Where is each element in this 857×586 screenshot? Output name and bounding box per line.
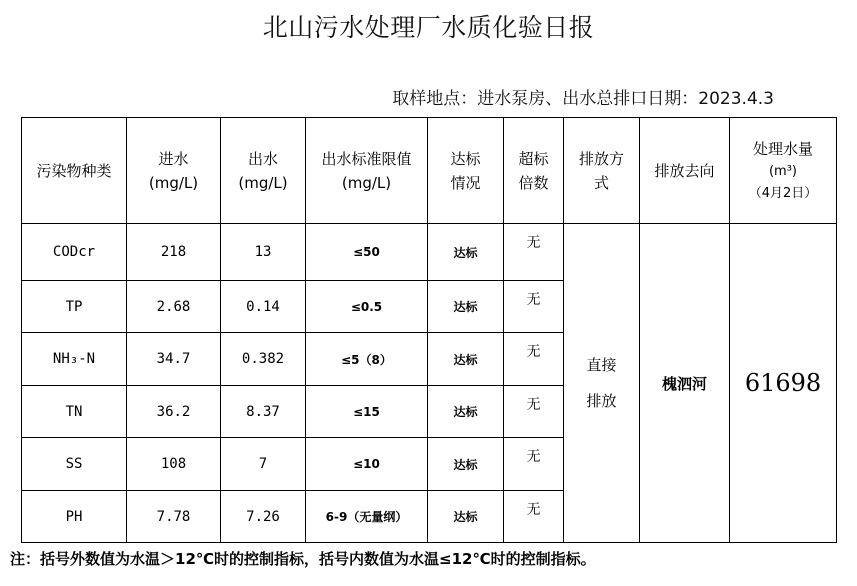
discharge-method-cell: 直接 排放 [564, 224, 640, 543]
effluent-cell: 0.382 [221, 333, 306, 386]
status-cell: 达标 [428, 386, 504, 438]
limit-cell: ≤10 [306, 438, 428, 491]
discharge-destination-cell: 槐泗河 [640, 224, 730, 543]
treated-volume-cell: 61698 [730, 224, 837, 543]
header-volume: 处理水量 (m³) （4月2日） [730, 118, 837, 224]
influent-cell: 218 [127, 224, 221, 281]
status-cell: 达标 [428, 224, 504, 281]
header-influent: 进水 (mg/L) [127, 118, 221, 224]
table-row [22, 224, 837, 281]
influent-cell: 7.78 [127, 491, 221, 543]
pollutant-cell: PH [22, 491, 127, 543]
header-row [22, 118, 837, 224]
limit-cell: ≤5（8） [306, 333, 428, 386]
header-exceed: 超标 倍数 [504, 118, 564, 224]
exceed-cell: 无 [504, 281, 564, 333]
header-discharge-method: 排放方 式 [564, 118, 640, 224]
pollutant-cell: TP [22, 281, 127, 333]
limit-cell: ≤0.5 [306, 281, 428, 333]
exceed-cell: 无 [504, 491, 564, 543]
sampling-info: 取样地点：进水泵房、出水总排口日期：2023.4.3 [392, 89, 774, 109]
influent-cell: 34.7 [127, 333, 221, 386]
header-status: 达标 情况 [428, 118, 504, 224]
exceed-cell: 无 [504, 438, 564, 491]
pollutant-cell: NH₃-N [22, 333, 127, 386]
influent-cell: 36.2 [127, 386, 221, 438]
exceed-cell: 无 [504, 386, 564, 438]
status-cell: 达标 [428, 333, 504, 386]
water-quality-table [21, 117, 837, 543]
limit-cell: 6-9（无量纲） [306, 491, 428, 543]
report-title: 北山污水处理厂水质化验日报 [262, 13, 595, 42]
effluent-cell: 13 [221, 224, 306, 281]
limit-cell: ≤15 [306, 386, 428, 438]
status-cell: 达标 [428, 438, 504, 491]
pollutant-cell: TN [22, 386, 127, 438]
status-cell: 达标 [428, 281, 504, 333]
pollutant-cell: CODcr [22, 224, 127, 281]
effluent-cell: 7 [221, 438, 306, 491]
influent-cell: 2.68 [127, 281, 221, 333]
effluent-cell: 8.37 [221, 386, 306, 438]
header-effluent: 出水 (mg/L) [221, 118, 306, 224]
status-cell: 达标 [428, 491, 504, 543]
limit-cell: ≤50 [306, 224, 428, 281]
effluent-cell: 7.26 [221, 491, 306, 543]
pollutant-cell: SS [22, 438, 127, 491]
header-destination: 排放去向 [640, 118, 730, 224]
exceed-cell: 无 [504, 333, 564, 386]
header-pollutant: 污染物种类 [22, 118, 127, 224]
exceed-cell: 无 [504, 224, 564, 281]
influent-cell: 108 [127, 438, 221, 491]
effluent-cell: 0.14 [221, 281, 306, 333]
footnote: 注：括号外数值为水温＞12℃时的控制指标，括号内数值为水温≤12℃时的控制指标。 [10, 550, 596, 568]
header-limit: 出水标准限值 (mg/L) [306, 118, 428, 224]
